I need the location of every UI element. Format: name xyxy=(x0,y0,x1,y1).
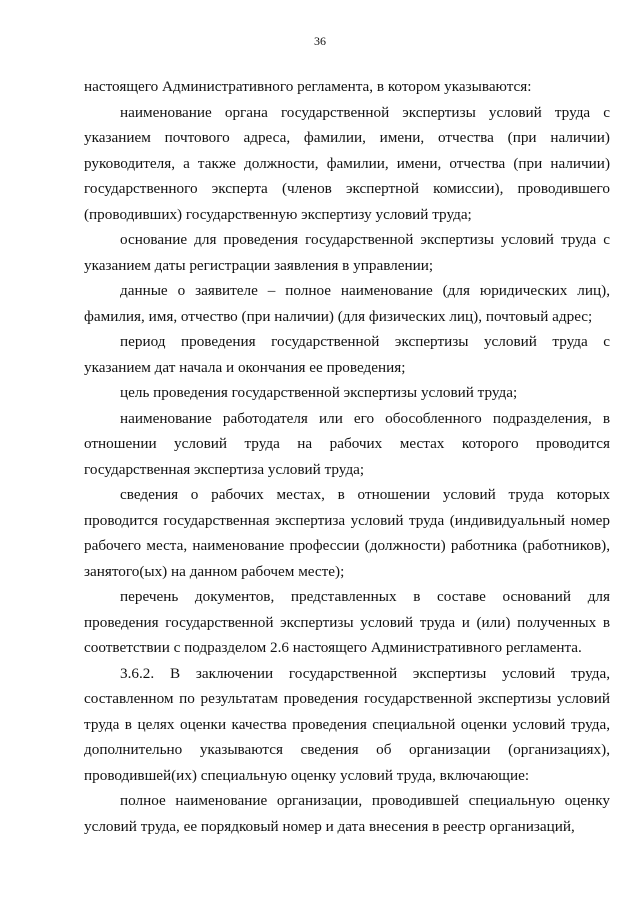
paragraph-1: наименование органа государственной экспертизы условий труда с указанием почтового адреса, фамилии, имени, отчества (при наличии) руководителя, а также должности, фамилии, имени, отчества (при наличии) государственного эксперта (членов экспертной комиссии), проводившего (проводивших) государственную экспертизу условий труда; xyxy=(84,103,610,223)
paragraph-5: цель проведения государственной экспертизы условий труда; xyxy=(120,384,518,401)
paragraph-7: сведения о рабочих местах, в отношении условий труда которых проводится государственная экспертиза условий труда (индивидуальный номер рабочего места, наименование профессии (должности) работника (работников), занятого(ых) на данном рабочем месте); xyxy=(84,486,610,580)
paragraph-3: данные о заявителе – полное наименование (для юридических лиц), фамилия, имя, отчество (при наличии) (для физических лиц), почтовый адрес; xyxy=(84,282,610,325)
document-body xyxy=(84,74,610,839)
paragraph-2: основание для проведения государственной экспертизы условий труда с указанием даты регистрации заявления в управлении; xyxy=(84,231,610,274)
page-number: 36 xyxy=(314,34,326,48)
paragraph-6: наименование работодателя или его обособленного подразделения, в отношении условий труда на рабочих местах которого проводится государственная экспертиза условий труда; xyxy=(84,409,610,478)
paragraph-4: период проведения государственной экспертизы условий труда с указанием дат начала и окончания ее проведения; xyxy=(84,333,610,376)
paragraph-0: настоящего Административного регламента, в котором указываются: xyxy=(84,78,532,95)
paragraph-10: полное наименование организации, проводившей специальную оценку условий труда, ее порядковый номер и дата внесения в реестр организаций, xyxy=(84,792,610,835)
paragraph-8: перечень документов, представленных в составе оснований для проведения государственной экспертизы условий труда и (или) полученных в соответствии с подразделом 2.6 настоящего Административного регламента. xyxy=(84,588,610,656)
paragraph-9: 3.6.2. В заключении государственной экспертизы условий труда, составленном по результатам проведения государственной экспертизы условий труда в целях оценки качества проведения специальной оценки условий труда, дополнительно указываются сведения об организации (организациях), проводившей(их) специальную оценку условий труда, включающие: xyxy=(84,664,610,784)
